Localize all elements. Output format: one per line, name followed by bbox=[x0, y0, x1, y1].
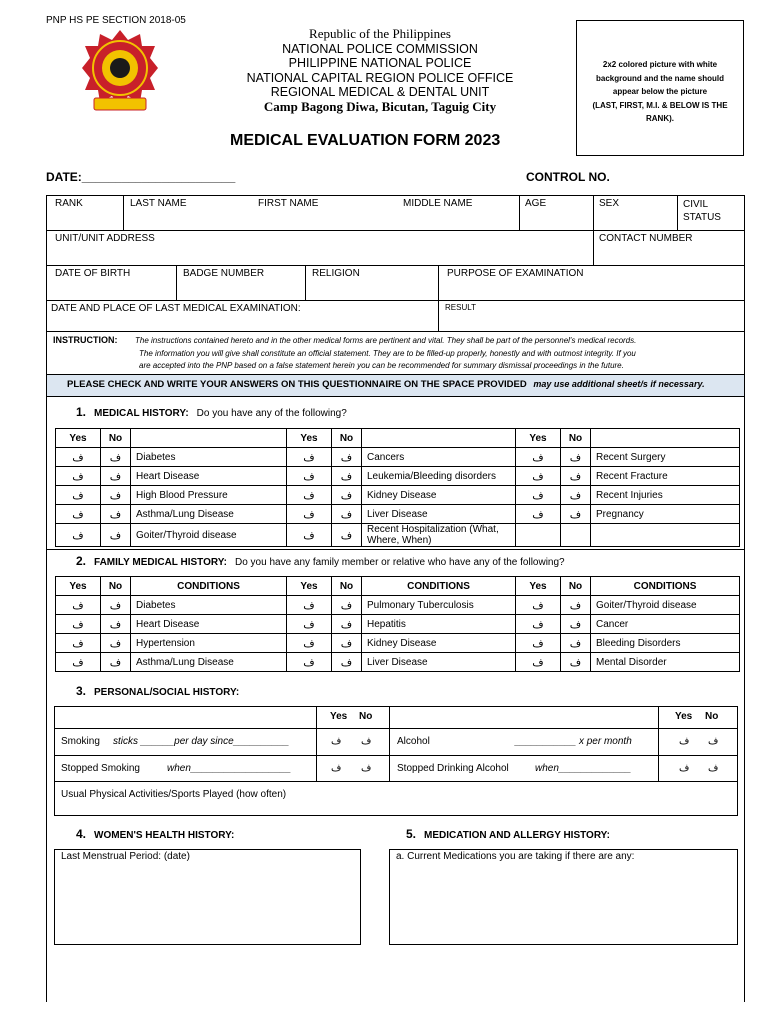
table-row bbox=[56, 596, 740, 615]
header-line-3: PHILIPPINE NATIONAL POLICE bbox=[288, 56, 472, 70]
checkbox-no[interactable]: ف bbox=[101, 505, 131, 524]
section-2-question: Do you have any family member or relative who have any of the following? bbox=[235, 557, 565, 568]
pnp-logo bbox=[80, 28, 160, 116]
religion-label: RELIGION bbox=[312, 268, 360, 279]
section-5-title: MEDICATION AND ALLERGY HISTORY: bbox=[424, 830, 610, 841]
condition-label: Leukemia/Bleeding disorders bbox=[362, 467, 516, 486]
badge-number-label: BADGE NUMBER bbox=[183, 268, 265, 279]
checkbox-yes[interactable]: ف bbox=[56, 634, 101, 653]
checkbox-yes[interactable]: ف bbox=[516, 486, 561, 505]
checkbox-yes[interactable]: ف bbox=[56, 524, 101, 547]
yes-header: Yes bbox=[56, 429, 101, 448]
age-label: AGE bbox=[525, 198, 547, 209]
condition-label: Asthma/Lung Disease bbox=[131, 505, 287, 524]
no-header: No bbox=[101, 577, 131, 596]
checkbox-yes[interactable]: ف bbox=[287, 653, 332, 672]
yes-header: Yes bbox=[330, 711, 348, 722]
condition-label: Recent Fracture bbox=[591, 467, 740, 486]
stopped-smoking-when-field[interactable]: when__________________ bbox=[167, 763, 292, 774]
checkbox-no[interactable]: ف bbox=[332, 596, 362, 615]
checkbox-no[interactable]: ف bbox=[101, 634, 131, 653]
checkbox-no[interactable]: ف bbox=[708, 736, 719, 747]
yes-header: Yes bbox=[287, 429, 332, 448]
checkbox-yes[interactable]: ف bbox=[56, 615, 101, 634]
physical-activities-field[interactable]: Usual Physical Activities/Sports Played (how often) bbox=[61, 789, 287, 800]
no-header: No bbox=[332, 577, 362, 596]
page-frame-right bbox=[744, 550, 745, 1002]
family-history-table bbox=[55, 576, 740, 672]
no-header: No bbox=[561, 429, 591, 448]
checkbox-no[interactable]: ف bbox=[101, 524, 131, 547]
checkbox-yes[interactable]: ف bbox=[287, 524, 332, 547]
empty-cell bbox=[561, 524, 591, 547]
condition-label: Heart Disease bbox=[131, 467, 287, 486]
checkbox-no[interactable]: ف bbox=[561, 467, 591, 486]
date-field[interactable]: DATE:_______________________ bbox=[46, 170, 236, 184]
checkbox-no[interactable]: ف bbox=[332, 653, 362, 672]
agency-header bbox=[180, 27, 580, 114]
checkbox-no[interactable]: ف bbox=[332, 486, 362, 505]
condition-label: Cancer bbox=[591, 615, 740, 634]
section-4-title: WOMEN'S HEALTH HISTORY: bbox=[94, 830, 235, 841]
condition-label: Recent Surgery bbox=[591, 448, 740, 467]
checkbox-yes[interactable]: ف bbox=[516, 448, 561, 467]
condition-label: Diabetes bbox=[131, 596, 287, 615]
smoking-label: Smoking bbox=[61, 736, 100, 747]
checkbox-no[interactable]: ف bbox=[561, 615, 591, 634]
condition-label: Diabetes bbox=[131, 448, 287, 467]
contact-number-label: CONTACT NUMBER bbox=[599, 233, 693, 244]
checkbox-yes[interactable]: ف bbox=[56, 596, 101, 615]
section-1-heading bbox=[76, 405, 347, 419]
condition-label: Kidney Disease bbox=[362, 634, 516, 653]
checkbox-yes[interactable]: ف bbox=[287, 467, 332, 486]
checkbox-yes[interactable]: ف bbox=[679, 763, 690, 774]
section-2-heading bbox=[76, 554, 565, 568]
header-line-6: Camp Bagong Diwa, Bicutan, Taguig City bbox=[263, 98, 497, 114]
date-of-birth-label: DATE OF BIRTH bbox=[55, 268, 131, 279]
yes-header: Yes bbox=[56, 577, 101, 596]
header-line-5: REGIONAL MEDICAL & DENTAL UNIT bbox=[270, 85, 490, 99]
condition-label: Hepatitis bbox=[362, 615, 516, 634]
checkbox-yes[interactable]: ف bbox=[516, 505, 561, 524]
stopped-drinking-when-field[interactable]: when_____________ bbox=[535, 763, 632, 774]
checkbox-no[interactable]: ف bbox=[561, 653, 591, 672]
header-line-2: NATIONAL POLICE COMMISSION bbox=[282, 41, 478, 56]
rank-label: RANK bbox=[55, 198, 83, 209]
checkbox-yes[interactable]: ف bbox=[516, 596, 561, 615]
table-row bbox=[56, 524, 740, 547]
checkbox-yes[interactable]: ف bbox=[56, 505, 101, 524]
stopped-drinking-label: Stopped Drinking Alcohol bbox=[397, 763, 509, 774]
condition-label: Bleeding Disorders bbox=[591, 634, 740, 653]
middle-name-label: MIDDLE NAME bbox=[403, 198, 473, 209]
checkbox-no[interactable]: ف bbox=[561, 505, 591, 524]
sex-label: SEX bbox=[599, 198, 620, 209]
checkbox-yes[interactable]: ف bbox=[56, 486, 101, 505]
checkbox-yes[interactable]: ف bbox=[331, 736, 342, 747]
checkbox-no[interactable]: ف bbox=[101, 596, 131, 615]
checkbox-yes[interactable]: ف bbox=[516, 467, 561, 486]
checkbox-no[interactable]: ف bbox=[708, 763, 719, 774]
conditions-header: CONDITIONS bbox=[362, 577, 516, 596]
form-code: PNP HS PE SECTION 2018-05 bbox=[46, 15, 186, 26]
checkbox-yes[interactable]: ف bbox=[287, 596, 332, 615]
checkbox-yes[interactable]: ف bbox=[56, 653, 101, 672]
section-1-title: MEDICAL HISTORY: bbox=[94, 408, 189, 419]
checkbox-yes[interactable]: ف bbox=[679, 736, 690, 747]
checkbox-yes[interactable]: ف bbox=[56, 448, 101, 467]
medical-history-table bbox=[55, 428, 740, 547]
checkbox-no[interactable]: ف bbox=[101, 615, 131, 634]
section-4-heading bbox=[76, 827, 234, 841]
checkbox-yes[interactable]: ف bbox=[516, 634, 561, 653]
yes-header: Yes bbox=[516, 577, 561, 596]
no-header: No bbox=[101, 429, 131, 448]
condition-label: Asthma/Lung Disease bbox=[131, 653, 287, 672]
section-1-number: 1. bbox=[76, 405, 87, 419]
empty-cell bbox=[591, 524, 740, 547]
checkbox-no[interactable]: ف bbox=[561, 486, 591, 505]
current-medications-label: a. Current Medications you are taking if there are any: bbox=[396, 851, 635, 862]
header-line-4: NATIONAL CAPITAL REGION POLICE OFFICE bbox=[246, 70, 514, 85]
table-row bbox=[56, 653, 740, 672]
section-1-question: Do you have any of the following? bbox=[196, 408, 347, 419]
checkbox-no[interactable]: ف bbox=[361, 763, 372, 774]
checkbox-yes[interactable]: ف bbox=[287, 505, 332, 524]
no-header: No bbox=[561, 577, 591, 596]
no-header: No bbox=[359, 711, 373, 722]
menstrual-period-label: Last Menstrual Period: (date) bbox=[61, 851, 190, 862]
no-header: No bbox=[705, 711, 719, 722]
checkbox-yes[interactable]: ف bbox=[287, 615, 332, 634]
instruction-text-1: The instructions contained hereto and in the other medical forms are pertinent and vital. They shall be part of the personnel's medical records. bbox=[135, 336, 637, 345]
civil-status-label bbox=[683, 198, 721, 224]
control-number-label: CONTROL NO. bbox=[526, 170, 610, 184]
empty-cell bbox=[516, 524, 561, 547]
checkbox-no[interactable]: ف bbox=[332, 634, 362, 653]
condition-label: Recent Hospitalization (What, Where, When) bbox=[362, 524, 516, 547]
checkbox-no[interactable]: ف bbox=[332, 524, 362, 547]
table-row bbox=[56, 505, 740, 524]
instruction-text-3: are accepted into the PNP based on a false statement herein you can be recommended for summary dismissal proceedings in the future. bbox=[139, 361, 624, 370]
smoking-sticks-field[interactable]: sticks ______per day since__________ bbox=[113, 736, 290, 747]
checkbox-no[interactable]: ف bbox=[332, 505, 362, 524]
alcohol-frequency-field[interactable]: ___________ x per month bbox=[515, 736, 632, 747]
checkbox-yes[interactable]: ف bbox=[331, 763, 342, 774]
table-row bbox=[56, 486, 740, 505]
instruction-label: INSTRUCTION: bbox=[53, 335, 118, 345]
banner-text bbox=[67, 379, 705, 390]
section-2-number: 2. bbox=[76, 554, 87, 568]
checkbox-yes[interactable]: ف bbox=[516, 653, 561, 672]
civil-status-line-1: CIVIL bbox=[683, 199, 709, 210]
section-5-heading bbox=[406, 827, 610, 841]
header-line-1: Republic of the Philippines bbox=[309, 26, 451, 41]
photo-instruction: 2x2 colored picture with white background and the name should appear below the picture bbox=[595, 60, 724, 96]
table-row bbox=[56, 467, 740, 486]
current-medications-field[interactable] bbox=[389, 849, 738, 945]
condition-label: High Blood Pressure bbox=[131, 486, 287, 505]
banner-bold: PLEASE CHECK AND WRITE YOUR ANSWERS ON THIS QUESTIONNAIRE ON THE SPACE PROVIDED bbox=[67, 379, 527, 390]
checkbox-no[interactable]: ف bbox=[361, 736, 372, 747]
no-header: No bbox=[332, 429, 362, 448]
checkbox-no[interactable]: ف bbox=[561, 448, 591, 467]
section-3-heading bbox=[76, 684, 239, 698]
instruction-text-2: The information you will give shall constitute an official statement. They are to be filled-up properly, honestly and with outmost integrity. If you bbox=[139, 349, 636, 358]
checkbox-yes[interactable]: ف bbox=[287, 448, 332, 467]
condition-label: Heart Disease bbox=[131, 615, 287, 634]
checkbox-yes[interactable]: ف bbox=[287, 486, 332, 505]
condition-label: Cancers bbox=[362, 448, 516, 467]
purpose-label: PURPOSE OF EXAMINATION bbox=[447, 268, 584, 279]
checkbox-no[interactable]: ف bbox=[101, 653, 131, 672]
condition-label: Liver Disease bbox=[362, 653, 516, 672]
checkbox-yes[interactable]: ف bbox=[516, 615, 561, 634]
result-label: RESULT bbox=[445, 303, 476, 312]
checkbox-no[interactable]: ف bbox=[101, 467, 131, 486]
checkbox-no[interactable]: ف bbox=[332, 448, 362, 467]
last-exam-label: DATE AND PLACE OF LAST MEDICAL EXAMINATION: bbox=[51, 303, 301, 314]
condition-label: Liver Disease bbox=[362, 505, 516, 524]
section-5-number: 5. bbox=[406, 827, 417, 841]
yes-header: Yes bbox=[516, 429, 561, 448]
banner-italic: may use additional sheet/s if necessary. bbox=[533, 379, 705, 389]
yes-header: Yes bbox=[287, 577, 332, 596]
last-name-label: LAST NAME bbox=[130, 198, 187, 209]
condition-label: Mental Disorder bbox=[591, 653, 740, 672]
section-3-number: 3. bbox=[76, 684, 87, 698]
condition-label: Goiter/Thyroid disease bbox=[591, 596, 740, 615]
page-frame-left bbox=[46, 550, 47, 1002]
condition-label: Pulmonary Tuberculosis bbox=[362, 596, 516, 615]
condition-label: Hypertension bbox=[131, 634, 287, 653]
section-3-title: PERSONAL/SOCIAL HISTORY: bbox=[94, 687, 240, 698]
condition-label: Pregnancy bbox=[591, 505, 740, 524]
conditions-header: CONDITIONS bbox=[591, 577, 740, 596]
checkbox-no[interactable]: ف bbox=[332, 615, 362, 634]
photo-box[interactable] bbox=[576, 20, 744, 156]
checkbox-yes[interactable]: ف bbox=[287, 634, 332, 653]
unit-address-label: UNIT/UNIT ADDRESS bbox=[55, 233, 155, 244]
condition-label: Goiter/Thyroid disease bbox=[131, 524, 287, 547]
conditions-header: CONDITIONS bbox=[131, 577, 287, 596]
alcohol-label: Alcohol bbox=[397, 736, 430, 747]
condition-label: Recent Injuries bbox=[591, 486, 740, 505]
section-4-number: 4. bbox=[76, 827, 87, 841]
checkbox-no[interactable]: ف bbox=[101, 486, 131, 505]
photo-instruction-2: (LAST, FIRST, M.I. & BELOW IS THE RANK). bbox=[592, 100, 728, 123]
section-2-title: FAMILY MEDICAL HISTORY: bbox=[94, 557, 227, 568]
table-row bbox=[56, 634, 740, 653]
table-row bbox=[56, 615, 740, 634]
form-title: MEDICAL EVALUATION FORM 2023 bbox=[230, 132, 501, 149]
condition-label: Kidney Disease bbox=[362, 486, 516, 505]
stopped-smoking-label: Stopped Smoking bbox=[61, 763, 140, 774]
checkbox-no[interactable]: ف bbox=[101, 448, 131, 467]
table-row bbox=[56, 448, 740, 467]
menstrual-period-field[interactable] bbox=[54, 849, 361, 945]
checkbox-no[interactable]: ف bbox=[561, 634, 591, 653]
first-name-label: FIRST NAME bbox=[258, 198, 319, 209]
checkbox-no[interactable]: ف bbox=[561, 596, 591, 615]
checkbox-yes[interactable]: ف bbox=[56, 467, 101, 486]
checkbox-no[interactable]: ف bbox=[332, 467, 362, 486]
civil-status-line-2: STATUS bbox=[683, 212, 721, 223]
yes-header: Yes bbox=[675, 711, 693, 722]
personal-social-table bbox=[54, 706, 738, 816]
